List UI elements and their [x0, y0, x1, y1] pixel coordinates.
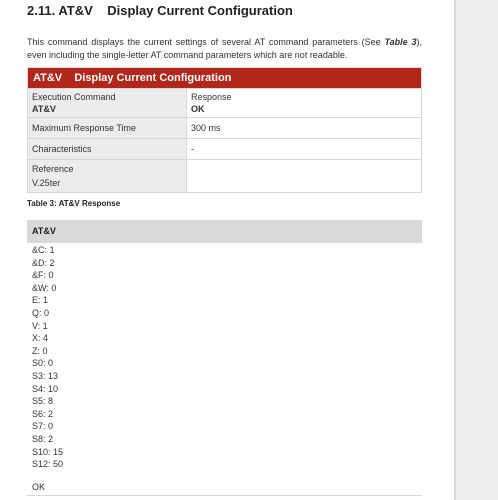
list-item: S10: 15 — [32, 446, 64, 457]
section-number: 2.11. — [27, 3, 56, 18]
list-item: S12: 50 — [32, 459, 64, 470]
section-heading — [27, 3, 293, 18]
response-value: OK — [191, 104, 205, 114]
list-item: X: 4 — [32, 333, 49, 344]
reference-label: Reference — [32, 164, 74, 174]
execution-command-value: AT&V — [32, 104, 56, 114]
list-item: &F: 0 — [32, 270, 54, 281]
list-item: S4: 10 — [32, 383, 59, 394]
max-response-time-value: 300 ms — [187, 118, 422, 139]
execution-command-cell — [28, 89, 187, 118]
table-reference-link[interactable]: Table 3 — [384, 37, 417, 47]
table-bottom-border — [27, 495, 422, 496]
table3-header: AT&V — [27, 220, 422, 243]
viewer-background — [456, 0, 498, 500]
response-lines — [32, 244, 63, 471]
list-item: S6: 2 — [32, 408, 54, 419]
list-item: S5: 8 — [32, 396, 54, 407]
table-row — [28, 160, 422, 193]
reference-right-cell — [187, 160, 422, 193]
execution-command-label: Execution Command — [32, 92, 116, 102]
command-table-header: AT&V Display Current Configuration — [28, 68, 422, 89]
table-row — [28, 118, 422, 139]
reference-cell — [28, 160, 187, 193]
list-item: S3: 13 — [32, 370, 59, 381]
intro-text-after: ), even including the single-letter AT command parameters which are not readable. — [27, 37, 422, 60]
list-item: E: 1 — [32, 295, 49, 306]
list-item: &C: 1 — [32, 245, 55, 255]
list-item: S0: 0 — [32, 358, 54, 369]
list-item: &W: 0 — [32, 282, 57, 293]
characteristics-value: - — [187, 139, 422, 160]
list-item: &D: 2 — [32, 257, 55, 268]
list-item: Z: 0 — [32, 345, 48, 356]
table3-caption: Table 3: AT&V Response — [27, 199, 121, 208]
response-cell — [187, 89, 422, 118]
command-table — [27, 67, 422, 193]
list-item: S7: 0 — [32, 421, 54, 432]
table-row — [28, 89, 422, 118]
characteristics-label: Characteristics — [28, 139, 187, 160]
list-item: V: 1 — [32, 320, 48, 331]
intro-text-before: This command displays the current settings of several AT command parameters (See — [27, 37, 385, 47]
final-ok: OK — [32, 482, 46, 492]
intro-paragraph — [27, 36, 422, 62]
list-item: S8: 2 — [32, 433, 54, 444]
list-item: Q: 0 — [32, 307, 50, 318]
table-row — [28, 139, 422, 160]
section-title-text: AT&V Display Current Configuration — [58, 3, 293, 18]
max-response-time-label: Maximum Response Time — [28, 118, 187, 139]
reference-value: V.25ter — [32, 178, 61, 188]
response-label: Response — [191, 92, 232, 102]
